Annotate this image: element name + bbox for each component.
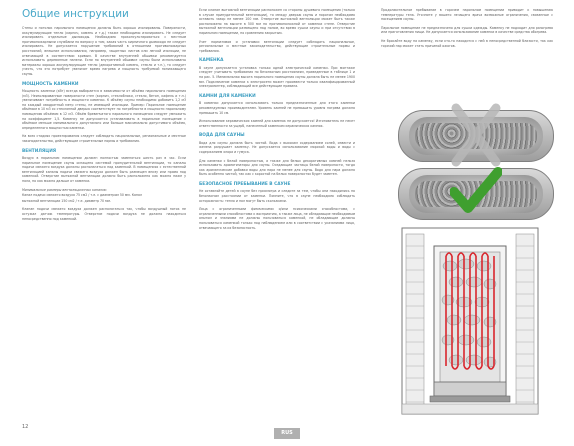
ventilation-subheading: Минимальные размеры вентиляционных каналов: — [22, 187, 107, 192]
water-aroma-paragraph: Для каменки с белой поверхностью, а также для белых декоративных камней нельзя использовать ароматизаторы для сауны. Оседающие частицы белой поверхности, тогда как ароматические добавки воды для пара не менее для сауны. Вода для пара должна быть особенно чистой, так как с коростой на белых поверхностях будет заметен. — [199, 158, 355, 177]
safety-paragraph: Не оставляйте детей в сауне без присмотра и следите за тем, чтобы они находились на безопасном расстоянии от каменки. Помните, что в сауне необходимо соблюдать осторожность: тепло и пол могут быть скользкими. — [199, 189, 355, 203]
column-left — [22, 8, 186, 225]
safety-persons-paragraph: Лица с ограниченными физическими и/или психическими способностями, с ограниченными способностями к восприятию, а также лица, не обладающие необходимым опытом и знаниями не должны пользоваться каменкой, не обладающие должны пользоваться каменкой только под наблюдением или в соответствии с указаниями лица, отвечающего за их безопасность. — [199, 207, 355, 230]
section-heading-power: МОЩНОСТЬ КАМЕНКИ — [22, 81, 79, 87]
section-heading-stones: КАМНИ ДЛЯ КАМЕНКИ — [199, 93, 256, 99]
regulations-paragraph: Учет нормативов и установки вентиляции следует соблюдать национальные, региональные и местные законодательство, действующие строительные нормы и требования. — [199, 39, 355, 53]
right-paragraph-3: Не бросайте воду на каменку, если кто-то находится с ней в непосредственной близости, так как горячий пар может стать причиной ожогов. — [381, 38, 553, 48]
section-heading-water: ВОДА ДЛЯ САУНЫ — [199, 133, 245, 139]
ceramic-stones-paragraph: Использование керамических камней для каменок не допускается! Изготовитель не несет ответственности за ущерб, нанесенный каменкам керамических камнях. — [199, 119, 355, 128]
language-badge: RUS — [274, 428, 300, 439]
size-line: Канал подачи свежего воздуха 75 см2 / т.е. с диаметром 50 мм. Канал — [22, 193, 143, 198]
column-right — [381, 8, 553, 52]
section-heading-ventilation: ВЕНТИЛЯЦИЯ — [22, 148, 57, 154]
column-middle — [199, 8, 355, 234]
heater-paragraph: В сауне допускается установка только одной электрической каменки. При монтаже следует учитывать требования по безопасным расстояниям, приведенные в таблице 1 и на рис. 5. Минимальная высота парильного помещения сауны должна быть не менее 1900 мм. Подключение каменки к электросети может произвести только квалифицированный электромонтер, соблюдающий все действующие правила. — [199, 65, 355, 89]
cross-icon — [448, 102, 504, 168]
stones-paragraph: В каменки допускается использовать только предназначенные для этого каменки рекомендуемых производителем. Уровень камней не превышать уровня нагрева должна превышать 10 см. — [199, 101, 355, 115]
recommend-paragraph: На всех стадиях проектирования следует соблюдать национальные, региональные и местные законодательство, действующие строительные нормы и требования. — [22, 134, 186, 143]
ventilation-paragraph: Воздух в парильном помещении должен полностью заменяться шесть раз в час. Если парильное помещение сауны оснащено системой принудительной вентиляции, то каналы подачи свежего воздуха должны располагаться над каменкой. В помещениях с естественной вентиляцией каналы подачи свежего воздуха должен быть размещен внизу или прямо под каменкой. Отверстие вытяжной вентиляции должно быть расположено как можно ниже у пола, но как можно дальше от каменки. — [22, 156, 186, 184]
intro-paragraph: Стены и потолок парильного помещения должны быть хорошо изолированы. Поверхности, аккумулирующие тепло (кирпич, камень и т.д.) также необходимо изолировать. Не следует изолировать отдельные дымоходы. Необходимо проконсультироваться с местным противопожарными службами по вопросу о том, какая часть кирпичного дымохода не следует изолировать. Не допускается нарушение требований в отношении противопожарных расстояний, внешние использования, например, защитных листов или легкой изоляции, не отвечающей в соответствии кривым. В качестве внутренней обшивки рекомендуется использовать деревянные панели. Если по внутренней обшивке сауны были использованы материалы хорошо аккумулирующие тепло (декоративный камень, стекло и т.п.), то следует учесть, что это потребует увеличит время нагрева и мощность требуемой понижающего сауны. — [22, 26, 186, 76]
ventilation-sizes — [22, 193, 186, 203]
right-paragraph-1: Продолжительное пребывание в горячем парильном помещении приводит к повышению температуры тела. Уточните у вашего лечащего врача возможные ограничения, связанные с посещением сауны. — [381, 8, 553, 22]
power-paragraph: Мощность каменки (кВт) всегда выбирается в зависимости от объёма парильного помещения (м3). Неизолированные поверхности стен (кирпич, стеклоблоки, стекло, бетон, кафель и т.п.) увеличивают потребность в мощности каменки. К объёму сауны необходимо добавить 1,2 м3 на каждый квадратный метр стены, не имеющей изоляции. Пример: Парильное помещение объёмом в 10 м3 со стеклянной дверью соответствует по потребности в мощности парильному помещению объёмом в 12 м3. Объём бревенчатого парильного помещения следует умножить на коэффициент 1,5. Каменку не допускается устанавливать в парильное помещение с объёмом меньше минимального допустимого или больше максимально допустимого объёма, определенного мощностью каменки. — [22, 89, 186, 130]
section-heading-heater: КАМЕНКА — [199, 58, 224, 64]
right-paragraph-2: Парильное помещение не предназначено для сушки одежды. Каменку не подходит для разогрева или приготовления пищи. Не допускается использование каменки в качестве средства обогрева. — [381, 25, 553, 35]
size-line: вытяжной вентиляции 150 см2 / т.е. диаметр 70 мм. — [22, 198, 111, 203]
page-number: 12 — [22, 424, 29, 430]
page-title: Общие инструкции — [22, 8, 129, 20]
water-paragraph: Вода для сауны должна быть чистой. Вода с высоким содержанием солей, извести и железа разрушает каменку. Не допускается использование морской воды и воды с содержанием хлора и гумуса. — [199, 140, 355, 154]
section-heading-safety: БЕЗОПАСНОЕ ПРЕБЫВАНИЕ В САУНЕ — [199, 181, 291, 187]
checkmark-icon — [450, 166, 502, 216]
vent-continued-paragraph: Если клапан вытяжной вентиляции расположен со стороны душевого помещения (только в случае принудительной вентиляции), то между дверью сауны и порогом необходимо оставить зазор не менее 100 мм. Отверстие вытяжной вентиляции может быть также расположено на высоте в 500 мм на противоположной от каменки стене. Отверстие вытяжной вентиляции размещено над полом, во время сушки сауны и при отсутствии в парильном помещении, по сравнению закрытым. — [199, 8, 355, 35]
valves-paragraph: Клапан подачи свежего воздуха должен располагаться так, чтобы воздушный поток не остужал датчик температуры. Отверстие подачи воздуха не должно находиться непосредственно под каменкой. — [22, 207, 186, 221]
sauna-heater-diagram — [400, 226, 540, 416]
